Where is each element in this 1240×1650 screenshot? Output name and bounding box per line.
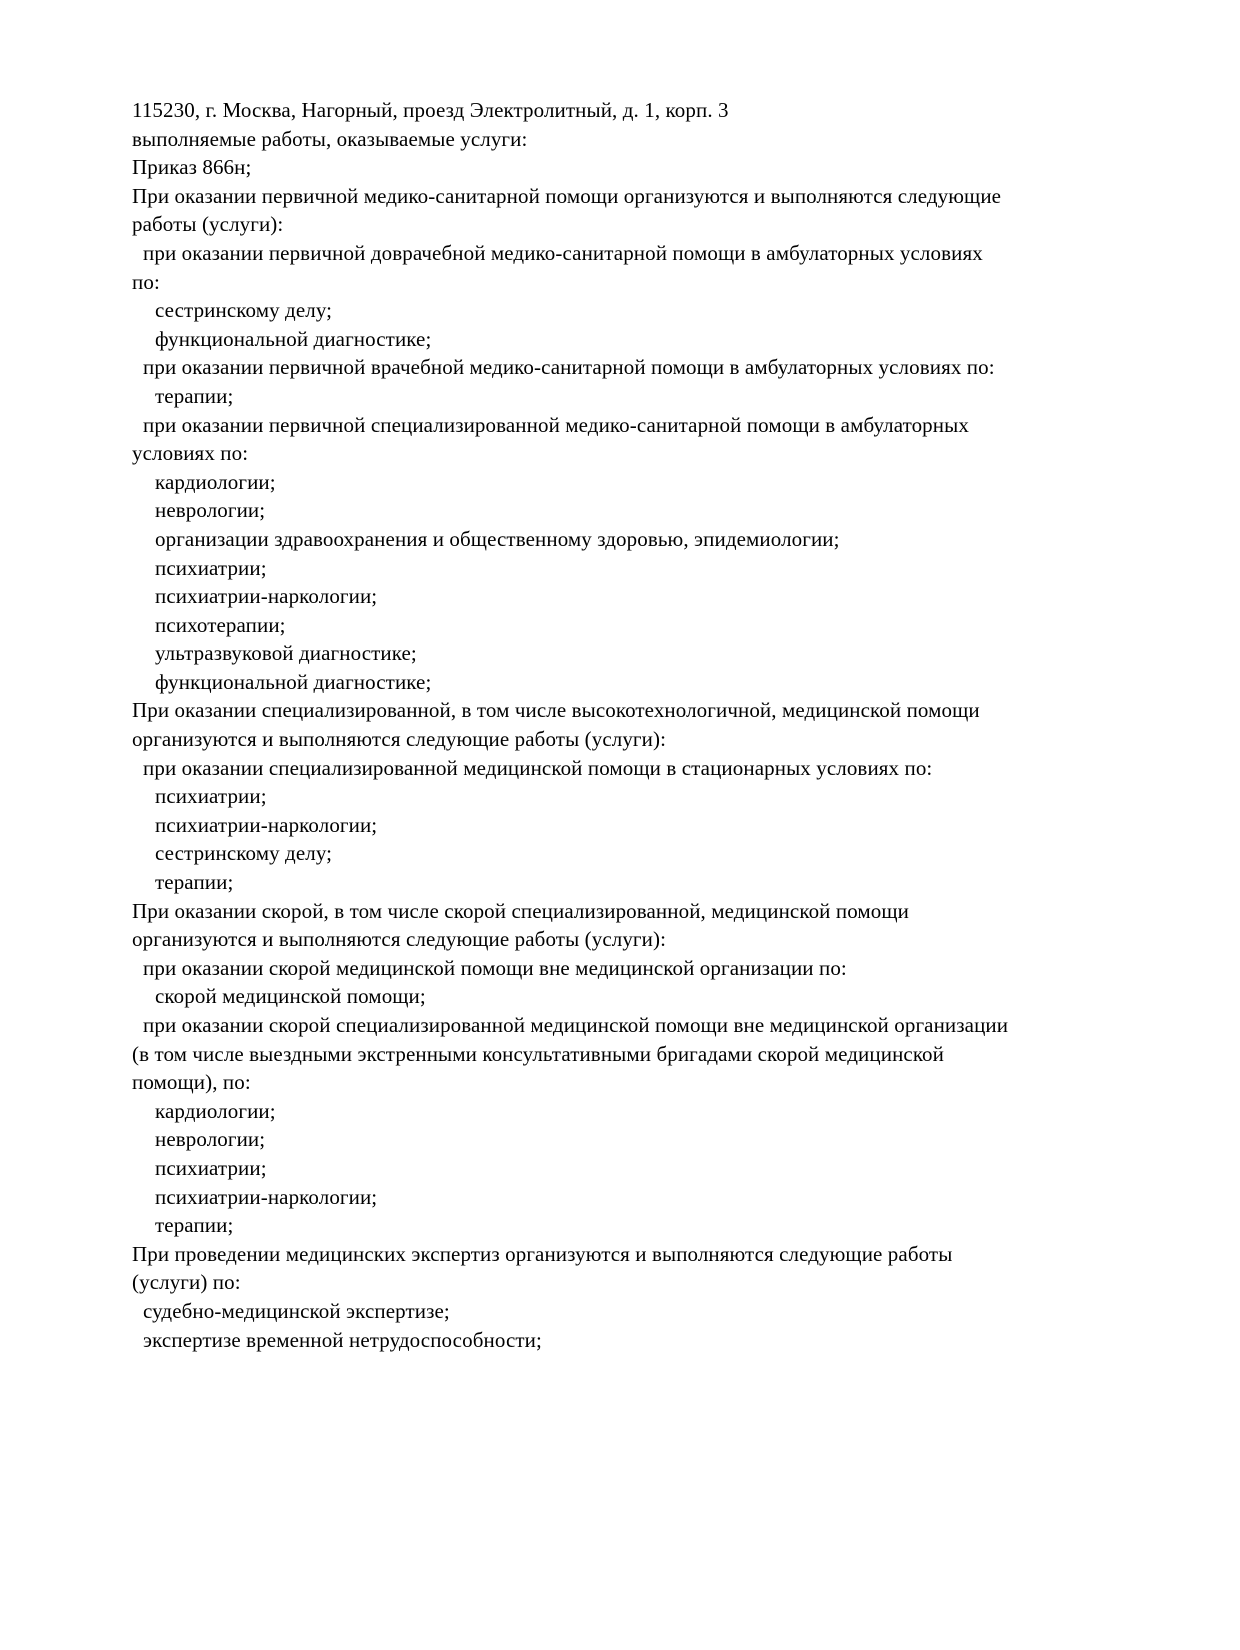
document-line: кардиологии;: [155, 1098, 276, 1123]
document-line: терапии;: [155, 870, 234, 895]
document-line: условиях по:: [132, 441, 249, 466]
document-line: функциональной диагностике;: [155, 669, 432, 694]
document-line: по:: [132, 269, 160, 294]
document-line: психиатрии-наркологии;: [155, 812, 378, 837]
document-line: экспертизе временной нетрудоспособности;: [143, 1327, 542, 1352]
document-line: организуются и выполняются следующие работы (услуги):: [132, 727, 667, 752]
document-line: при оказании первичной специализированной медико-санитарной помощи в амбулаторных: [143, 412, 969, 437]
document-line: функциональной диагностике;: [155, 326, 432, 351]
document-line: выполняемые работы, оказываемые услуги:: [132, 126, 528, 151]
document-line: При оказании специализированной, в том числе высокотехнологичной, медицинской помощи: [132, 698, 980, 723]
document-line: при оказании первичной доврачебной медико-санитарной помощи в амбулаторных условиях: [143, 240, 983, 265]
document-line: терапии;: [155, 383, 234, 408]
document-line: кардиологии;: [155, 469, 276, 494]
document-line: психиатрии;: [155, 784, 267, 809]
document-line: организуются и выполняются следующие работы (услуги):: [132, 927, 667, 952]
document-line: при оказании скорой медицинской помощи вне медицинской организации по:: [143, 955, 847, 980]
document-line: скорой медицинской помощи;: [155, 984, 426, 1009]
document-line: При проведении медицинских экспертиз организуются и выполняются следующие работы: [132, 1241, 953, 1266]
document-line: терапии;: [155, 1213, 234, 1238]
document-line: сестринскому делу;: [155, 298, 333, 323]
document-line: психиатрии;: [155, 555, 267, 580]
document-line: неврологии;: [155, 1127, 266, 1152]
document-line: судебно-медицинской экспертизе;: [143, 1298, 450, 1323]
document-line: сестринскому делу;: [155, 841, 333, 866]
document-line: помощи), по:: [132, 1070, 251, 1095]
document-line: При оказании скорой, в том числе скорой специализированной, медицинской помощи: [132, 898, 909, 923]
document-line: (в том числе выездными экстренными консультативными бригадами скорой медицинской: [132, 1041, 944, 1066]
document-line: при оказании специализированной медицинской помощи в стационарных условиях по:: [143, 755, 933, 780]
document-line: Приказ 866н;: [132, 155, 252, 180]
document-text-block: [132, 96, 1127, 1354]
document-line: (услуги) по:: [132, 1270, 241, 1295]
document-line: психиатрии;: [155, 1155, 267, 1180]
document-line: организации здравоохранения и общественному здоровью, эпидемиологии;: [155, 526, 840, 551]
document-line: психотерапии;: [155, 612, 286, 637]
document-line: ультразвуковой диагностике;: [155, 641, 417, 666]
document-line: при оказании скорой специализированной медицинской помощи вне медицинской организации: [143, 1013, 1009, 1037]
document-line: психиатрии-наркологии;: [155, 1184, 378, 1209]
document-line: При оказании первичной медико-санитарной помощи организуются и выполняются следующие: [132, 183, 1002, 208]
document-line: 115230, г. Москва, Нагорный, проезд Электролитный, д. 1, корп. 3: [132, 98, 729, 122]
document-line: работы (услуги):: [132, 212, 284, 237]
document-line: при оказании первичной врачебной медико-санитарной помощи в амбулаторных условиях по:: [143, 355, 995, 380]
document-line: психиатрии-наркологии;: [155, 584, 378, 609]
document-line: неврологии;: [155, 498, 266, 523]
